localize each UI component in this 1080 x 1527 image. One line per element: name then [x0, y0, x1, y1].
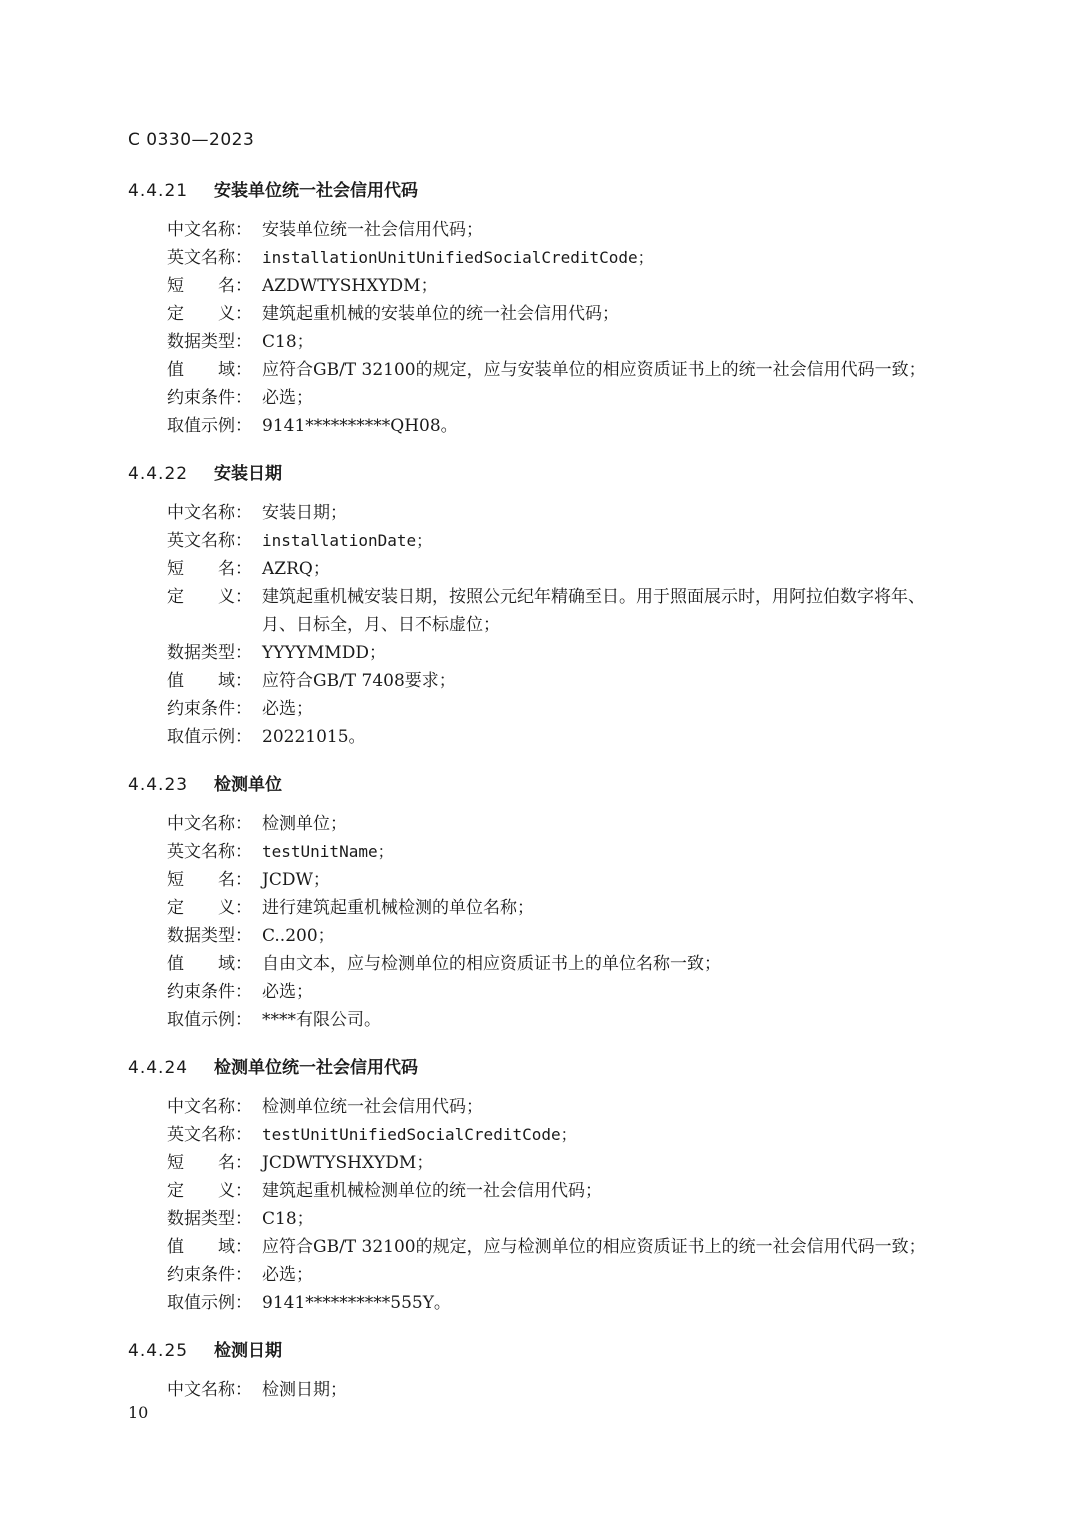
field-label: 取值示例：	[167, 727, 252, 747]
field-value: 应符合GB/T 32100的规定，应与安装单位的相应资质证书上的统一社会信用代码一致；	[262, 360, 926, 380]
section-number: 4.4.24	[128, 1058, 189, 1078]
field-example	[167, 1008, 381, 1032]
field-value: testUnitUnifiedSocialCreditCode；	[262, 1125, 577, 1144]
field-constraint	[167, 697, 313, 721]
field-label: 中文名称：	[167, 814, 252, 834]
field-value: testUnitName；	[262, 842, 394, 861]
field-value: C18；	[262, 332, 314, 352]
field-data-type	[167, 924, 335, 948]
field-value: AZRQ；	[262, 559, 330, 579]
field-label: 中文名称：	[167, 1097, 252, 1117]
field-example	[167, 725, 366, 749]
field-label: 值 域：	[167, 671, 252, 691]
field-definition	[167, 1179, 602, 1203]
field-data-type	[167, 641, 386, 665]
field-value: 检测单位；	[262, 814, 347, 834]
field-label: 约束条件：	[167, 1265, 252, 1285]
field-label: 英文名称：	[167, 248, 252, 268]
field-example	[167, 1291, 451, 1315]
field-value: YYYYMMDD；	[262, 643, 386, 663]
field-en-name	[167, 840, 394, 864]
field-value: 必选；	[262, 982, 313, 1002]
field-value: 建筑起重机械检测单位的统一社会信用代码；	[262, 1181, 602, 1201]
section-heading	[128, 1336, 282, 1360]
field-label: 定 义：	[167, 304, 252, 324]
field-value: 9141**********555Y。	[262, 1293, 451, 1313]
field-label: 定 义：	[167, 1181, 252, 1201]
field-data-type	[167, 1207, 314, 1231]
field-label: 值 域：	[167, 954, 252, 974]
field-value: 必选；	[262, 388, 313, 408]
field-cn-name	[167, 218, 483, 242]
field-en-name	[167, 1123, 577, 1147]
field-cn-name	[167, 501, 347, 525]
field-label: 定 义：	[167, 898, 252, 918]
field-cn-name	[167, 812, 347, 836]
field-value: 必选；	[262, 699, 313, 719]
field-label: 英文名称：	[167, 531, 252, 551]
field-definition	[167, 302, 619, 326]
field-value-domain	[167, 1235, 926, 1259]
field-value: AZDWTYSHXYDM；	[262, 276, 438, 296]
field-label: 中文名称：	[167, 220, 252, 240]
field-value: JCDWTYSHXYDM；	[262, 1153, 434, 1173]
field-label: 短 名：	[167, 870, 252, 890]
field-value: installationUnitUnifiedSocialCreditCode；	[262, 248, 654, 267]
field-value: JCDW；	[262, 870, 330, 890]
section-title: 检测单位统一社会信用代码	[214, 1058, 418, 1078]
field-label: 数据类型：	[167, 332, 252, 352]
field-label: 短 名：	[167, 559, 252, 579]
field-value: 9141**********QH08。	[262, 416, 458, 436]
field-value: 20221015。	[262, 727, 366, 747]
section-heading	[128, 176, 418, 200]
field-definition	[167, 585, 925, 609]
field-label: 约束条件：	[167, 982, 252, 1002]
section-heading	[128, 459, 282, 483]
field-cn-name	[167, 1378, 347, 1402]
field-value-domain	[167, 669, 456, 693]
field-short-name	[167, 274, 438, 298]
page-number: 10	[128, 1403, 149, 1422]
field-data-type	[167, 330, 314, 354]
field-example	[167, 414, 458, 438]
section-title: 安装日期	[214, 464, 282, 484]
field-value: 建筑起重机械的安装单位的统一社会信用代码；	[262, 304, 619, 324]
field-value: 应符合GB/T 32100的规定，应与检测单位的相应资质证书上的统一社会信用代码一致；	[262, 1237, 926, 1257]
section-title: 检测日期	[214, 1341, 282, 1361]
field-label: 约束条件：	[167, 699, 252, 719]
field-constraint	[167, 980, 313, 1004]
document-code: C 0330—2023	[128, 130, 255, 150]
field-value: 应符合GB/T 7408要求；	[262, 671, 456, 691]
field-label: 取值示例：	[167, 1010, 252, 1030]
field-value: 安装日期；	[262, 503, 347, 523]
field-definition-continued: 月、日标全，月、日不标虚位；	[262, 615, 500, 635]
field-definition	[167, 896, 534, 920]
field-cn-name	[167, 1095, 483, 1119]
field-value: 安装单位统一社会信用代码；	[262, 220, 483, 240]
field-label: 取值示例：	[167, 416, 252, 436]
field-en-name	[167, 246, 654, 270]
field-label: 数据类型：	[167, 1209, 252, 1229]
section-title: 安装单位统一社会信用代码	[214, 181, 418, 201]
field-value: ****有限公司。	[262, 1010, 381, 1030]
section-heading	[128, 770, 282, 794]
field-label: 数据类型：	[167, 926, 252, 946]
field-value: C18；	[262, 1209, 314, 1229]
field-label: 值 域：	[167, 1237, 252, 1257]
field-label: 英文名称：	[167, 1125, 252, 1145]
field-label: 中文名称：	[167, 1380, 252, 1400]
field-constraint	[167, 386, 313, 410]
field-label: 定 义：	[167, 587, 252, 607]
field-label: 英文名称：	[167, 842, 252, 862]
field-label: 数据类型：	[167, 643, 252, 663]
section-number: 4.4.23	[128, 775, 189, 795]
field-value: 建筑起重机械安装日期，按照公元纪年精确至日。用于照面展示时，用阿拉伯数字将年、	[262, 587, 925, 607]
field-value-domain	[167, 358, 926, 382]
field-value: 自由文本，应与检测单位的相应资质证书上的单位名称一致；	[262, 954, 721, 974]
field-value: C..200；	[262, 926, 335, 946]
field-constraint	[167, 1263, 313, 1287]
field-label: 短 名：	[167, 276, 252, 296]
section-number: 4.4.25	[128, 1341, 189, 1361]
field-value: 检测日期；	[262, 1380, 347, 1400]
field-label: 值 域：	[167, 360, 252, 380]
section-number: 4.4.22	[128, 464, 189, 484]
section-number: 4.4.21	[128, 181, 189, 201]
section-heading	[128, 1053, 418, 1077]
field-value: 必选；	[262, 1265, 313, 1285]
field-en-name	[167, 529, 432, 553]
field-label: 约束条件：	[167, 388, 252, 408]
field-label: 中文名称：	[167, 503, 252, 523]
field-label: 取值示例：	[167, 1293, 252, 1313]
field-value-domain	[167, 952, 721, 976]
section-title: 检测单位	[214, 775, 282, 795]
field-value: installationDate；	[262, 531, 433, 550]
field-value: 进行建筑起重机械检测的单位名称；	[262, 898, 534, 918]
field-label: 短 名：	[167, 1153, 252, 1173]
field-short-name	[167, 868, 330, 892]
field-short-name	[167, 557, 330, 581]
field-value: 检测单位统一社会信用代码；	[262, 1097, 483, 1117]
field-short-name	[167, 1151, 433, 1175]
